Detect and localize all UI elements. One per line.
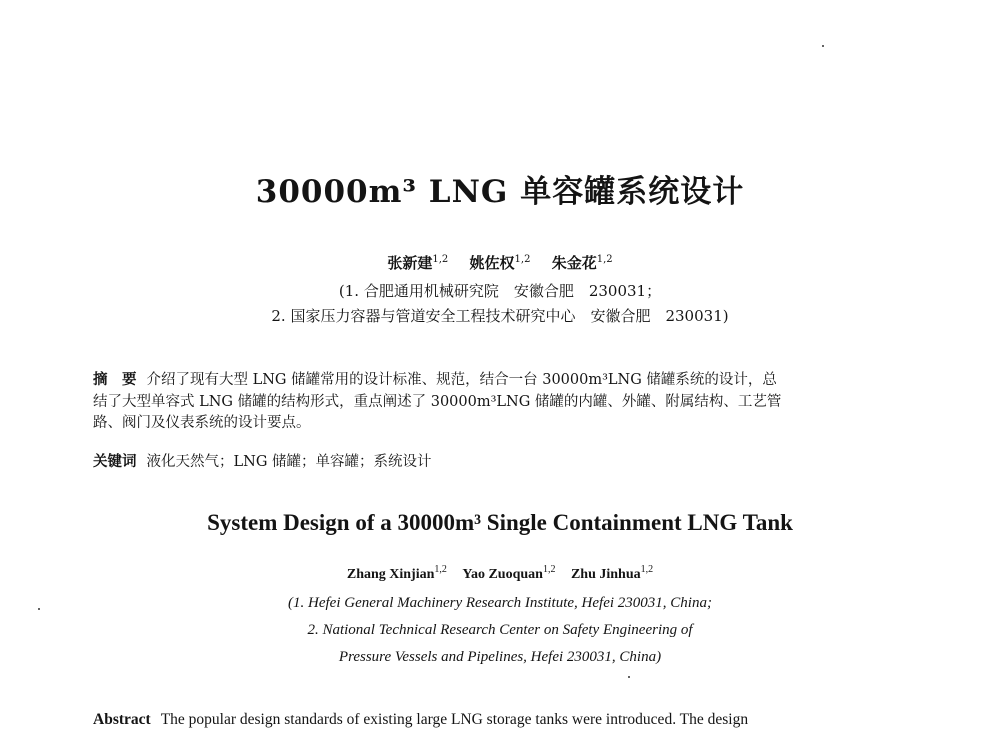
keywords-cn-label: 关键词 <box>93 454 137 470</box>
abstract-cn-label: 摘 要 <box>93 372 137 388</box>
authors-chinese <box>0 252 1000 273</box>
abstract-cn-line: 结了大型单容式 LNG 储罐的结构形式，重点阐述了 30000m³LNG 储罐的内罐、外罐、附属结构、工艺管 <box>93 393 782 410</box>
abstract-cn-line: 摘 要 介绍了现有大型 LNG 储罐常用的设计标准、规范，结合一台 30000m³LNG 储罐系统的设计，总 <box>93 372 777 388</box>
scan-speck <box>628 676 630 678</box>
keywords-chinese <box>93 450 432 471</box>
title-english: System Design of a 30000m³ Single Containment LNG Tank <box>207 510 793 535</box>
affiliation-en-line: 2. National Technical Research Center on Safety Engineering of <box>307 622 693 638</box>
author-cn: 张新建$^{1,2}$ <box>387 254 449 272</box>
abstract-chinese <box>93 370 915 435</box>
author-cn: 朱金花$^{1,2}$ <box>551 254 613 272</box>
author-en: Zhang Xinjian$^{1,2}$ <box>346 564 447 582</box>
author-en: Yao Zuoquan$^{1,2}$ <box>462 564 556 582</box>
affiliation-en-line: (1. Hefei General Machinery Research Institute, Hefei 230031, China; <box>288 595 712 611</box>
title-chinese: 30000m³ LNG 单容罐系统设计 <box>255 174 745 210</box>
abstract-english <box>93 711 923 729</box>
author-en: Zhu Jinhua$^{1,2}$ <box>570 564 654 582</box>
abstract-en-text: The popular design standards of existing large LNG storage tanks were introduced. The design <box>160 711 749 728</box>
keywords-cn-text: 液化天然气；LNG 储罐；单容罐；系统设计 <box>146 454 432 470</box>
abstract-cn-line: 路、阀门及仪表系统的设计要点。 <box>93 415 311 431</box>
scan-speck <box>822 45 824 47</box>
affiliation-cn-line: 2. 国家压力容器与管道安全工程技术研究中心 安徽合肥 230031) <box>271 307 729 325</box>
authors-english <box>0 564 1000 583</box>
author-cn: 姚佐权$^{1,2}$ <box>469 254 531 272</box>
affiliation-cn-line: (1. 合肥通用机械研究院 安徽合肥 230031； <box>338 282 662 300</box>
affiliation-en-line: Pressure Vessels and Pipelines, Hefei 230031, China) <box>338 649 662 665</box>
abstract-en-label: Abstract <box>93 711 151 728</box>
